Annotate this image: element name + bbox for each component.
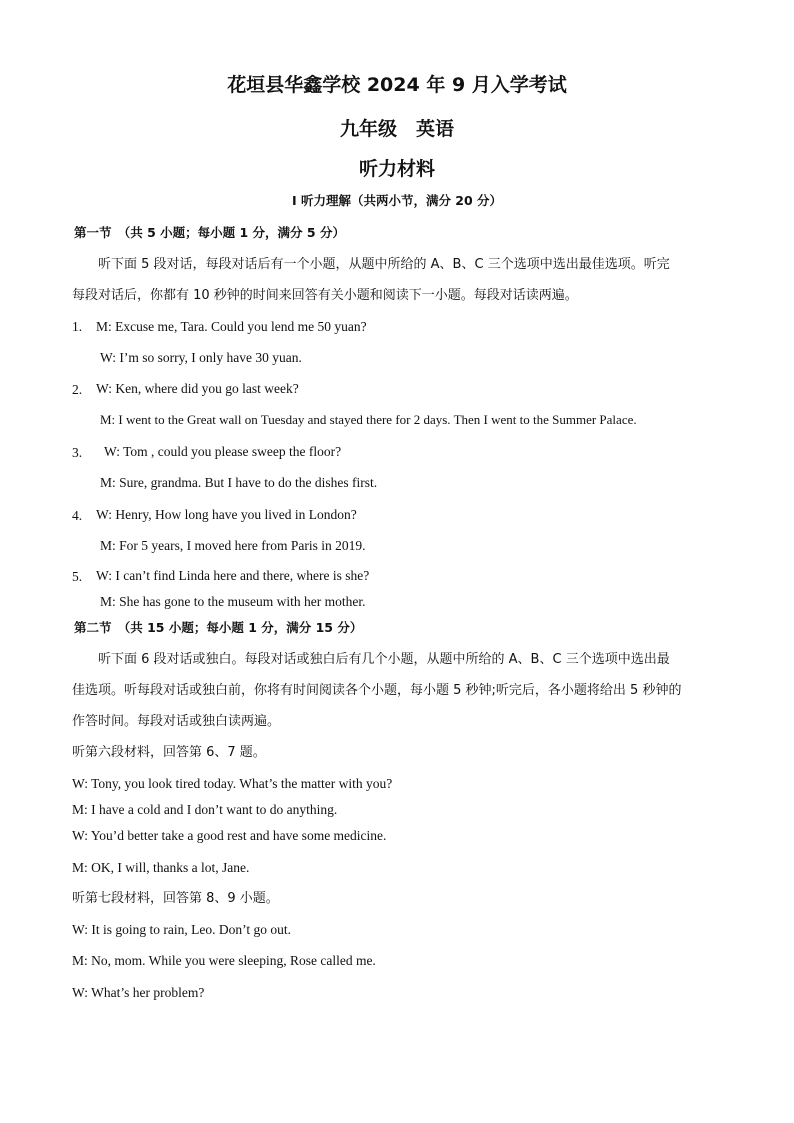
dialog-line: M: Excuse me, Tara. Could you lend me 50 yuan? xyxy=(96,319,367,334)
part1-heading: Ⅰ 听力理解（共两小节，满分 20 分） xyxy=(291,193,503,208)
material6-line: W: Tony, you look tired today. What’s the matter with you? xyxy=(72,776,393,791)
dialog-line: W: Tom , could you please sweep the floor? xyxy=(104,444,342,459)
section1-heading: 第一节 （共 5 小题；每小题 1 分，满分 5 分） xyxy=(74,225,345,240)
section2-intro-line1: 听下面 6 段对话或独白。每段对话或独白后有几个小题，从题中所给的 A、B、C 三个选项中选出最 xyxy=(98,652,670,667)
material7-line: W: What’s her problem? xyxy=(72,985,205,1000)
material7-line: M: No, mom. While you were sleeping, Rose called me. xyxy=(72,953,376,968)
dialog-line: W: Ken, where did you go last week? xyxy=(96,381,299,396)
material6-line: W: You’d better take a good rest and have some medicine. xyxy=(72,828,387,843)
dialog-number: 3. xyxy=(72,445,83,460)
dialog-line: M: I went to the Great wall on Tuesday and stayed there for 2 days. Then I went to the Summer Palace. xyxy=(100,412,637,427)
section2-heading: 第二节 （共 15 小题；每小题 1 分，满分 15 分） xyxy=(74,620,363,635)
material7-line: W: It is going to rain, Leo. Don’t go out. xyxy=(72,922,291,937)
section2-intro-line2: 佳选项。听每段对话或独白前，你将有时间阅读各个小题，每小题 5 秒钟;听完后，各小题将给出 5 秒钟的 xyxy=(72,683,682,698)
dialog-number: 4. xyxy=(72,508,83,523)
school-title: 花垣县华鑫学校 2024 年 9 月入学考试 xyxy=(227,74,567,96)
grade-subject-title: 九年级 英语 xyxy=(339,118,454,140)
material7-label: 听第七段材料，回答第 8、9 小题。 xyxy=(72,891,279,906)
material-title: 听力材料 xyxy=(358,158,435,180)
section2-intro-line3: 作答时间。每段对话或独白读两遍。 xyxy=(72,714,281,729)
dialog-line: M: For 5 years, I moved here from Paris in 2019. xyxy=(100,538,366,553)
dialog-number: 5. xyxy=(72,569,83,584)
dialog-line: W: Henry, How long have you lived in London? xyxy=(96,507,357,522)
dialog-number: 1. xyxy=(72,319,83,334)
dialog-line: M: Sure, grandma. But I have to do the dishes first. xyxy=(100,475,378,490)
dialog-line: W: I can’t find Linda here and there, where is she? xyxy=(96,568,370,583)
material6-label: 听第六段材料，回答第 6、7 题。 xyxy=(72,745,266,760)
dialog-line: W: I’m so sorry, I only have 30 yuan. xyxy=(100,350,302,365)
material6-line: M: I have a cold and I don’t want to do anything. xyxy=(72,802,338,817)
section1-intro-line2: 每段对话后，你都有 10 秒钟的时间来回答有关小题和阅读下一小题。每段对话读两遍。 xyxy=(72,288,578,303)
dialog-number: 2. xyxy=(72,382,83,397)
section1-intro-line1: 听下面 5 段对话，每段对话后有一个小题，从题中所给的 A、B、C 三个选项中选出最佳选项。听完 xyxy=(98,257,670,272)
material6-line: M: OK, I will, thanks a lot, Jane. xyxy=(72,860,250,875)
dialog-line: M: She has gone to the museum with her mother. xyxy=(100,594,366,609)
